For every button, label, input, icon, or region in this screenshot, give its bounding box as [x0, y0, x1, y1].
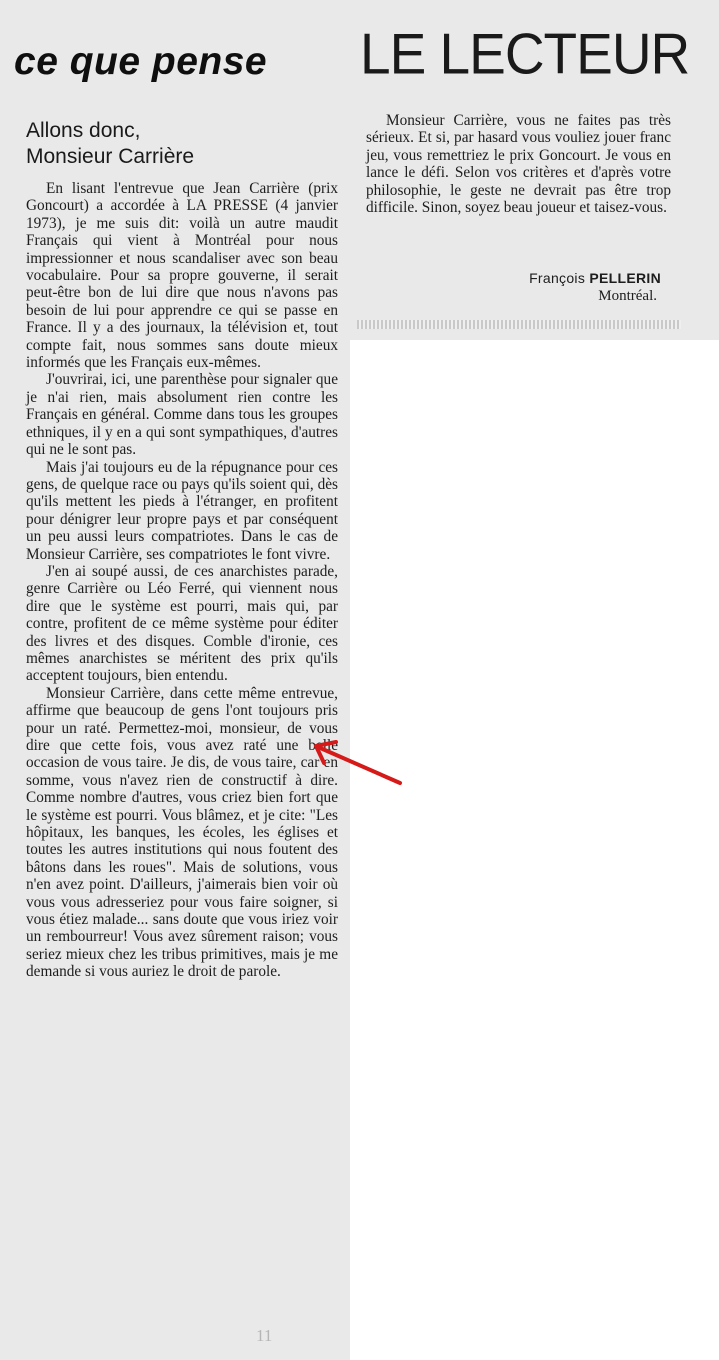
section-rule — [357, 320, 681, 329]
header-lead: ce que pense — [14, 40, 268, 83]
article-title-line-1: Allons donc, — [26, 119, 141, 142]
right-column-body — [366, 112, 671, 216]
article-title-line-2: Monsieur Carrière — [26, 145, 195, 168]
paragraph: J'ouvrirai, ici, une parenthèse pour signaler que je n'ai rien, mais absolument rien contre les Français en général. Comme dans tous les groupes ethniques, il y en a qui sont sympathiques, d'autres qui ne le sont pas. — [26, 371, 338, 459]
page-mark: 11 — [256, 1326, 273, 1345]
paragraph: J'en ai soupé aussi, de ces anarchistes parade, genre Carrière ou Léo Ferré, qui viennent nous dire que le système est pourri, mais qui, par contre, profitent de ce même système pour éditer des livres et des disques. Comble d'ironie, ces mêmes anarchistes se méritent des prix qu'ils acceptent toujours, bien entendu. — [26, 562, 338, 685]
paragraph: Monsieur Carrière, dans cette même entrevue, affirme que beaucoup de gens l'ont toujours pris pour un raté. Permettez-moi, monsieur, de vous dire que cette fois, vous avez raté une belle occasion de vous taire. Je dis, de vous taire, car en somme, vous n'avez rien de constructif à dire. Comme nombre d'autres, vous criez bien fort que le système est pourri. Vous blâmez, et je cite: "Les hôpitaux, les banques, les écoles, les églises et toutes les autres institutions qui nous foutent des bâtons dans les roues". Mais de solutions, vous n'en avez point. D'ailleurs, j'aimerais bien voir où vous vous adresseriez pour vous faire soigner, si vous étiez malade... sans doute que vous iriez voir un rembourreur! Vous avez sûrement raison; vous seriez mieux chez les tribus primitives, mais je me demande si vous auriez le droit de parole. — [26, 684, 338, 981]
left-column-body — [26, 180, 338, 981]
header-title: LE LECTEUR — [360, 21, 690, 87]
signature-first-name: François — [529, 270, 586, 286]
signature-name — [366, 270, 661, 286]
paragraph: Monsieur Carrière, vous ne faites pas très sérieux. Et si, par hasard vous vouliez jouer franc jeu, vous remettriez le prix Goncourt. Je vous en lance le défi. Selon vos critères et d'après votre philosophie, le geste ne devrait pas être trop difficile. Sinon, soyez beau joueur et taisez-vous. — [366, 112, 671, 217]
paragraph: Mais j'ai toujours eu de la répugnance pour ces gens, de quelque race ou pays qu'ils soient qui, dès qu'ils mettent les pieds à l'étranger, en profitent pour dénigrer leur propre pays et par conséquent un peu aussi leurs compatriotes. Dans le cas de Monsieur Carrière, ses compatriotes le font vivre. — [26, 458, 338, 563]
signature-city: Montréal. — [598, 288, 657, 304]
paragraph: En lisant l'entrevue que Jean Carrière (prix Goncourt) a accordée à LA PRESSE (4 janvier 1973), je me suis dit: voilà un autre maudit Français qui vient à Montréal pour nous impressionner et nous scandaliser avec son beau vocabulaire. Pour sa propre gouverne, il serait peut-être bon de lui dire que nous n'avons pas besoin de lui pour apprendre ce qui se passe en France. Il y a des journaux, la télévision et, tout compte fait, nous sommes sans doute mieux informés que les Français eux-mêmes. — [26, 180, 338, 372]
red-arrow-icon — [312, 735, 407, 790]
signature-last-name: PELLERIN — [589, 270, 661, 286]
article-title — [26, 118, 346, 170]
